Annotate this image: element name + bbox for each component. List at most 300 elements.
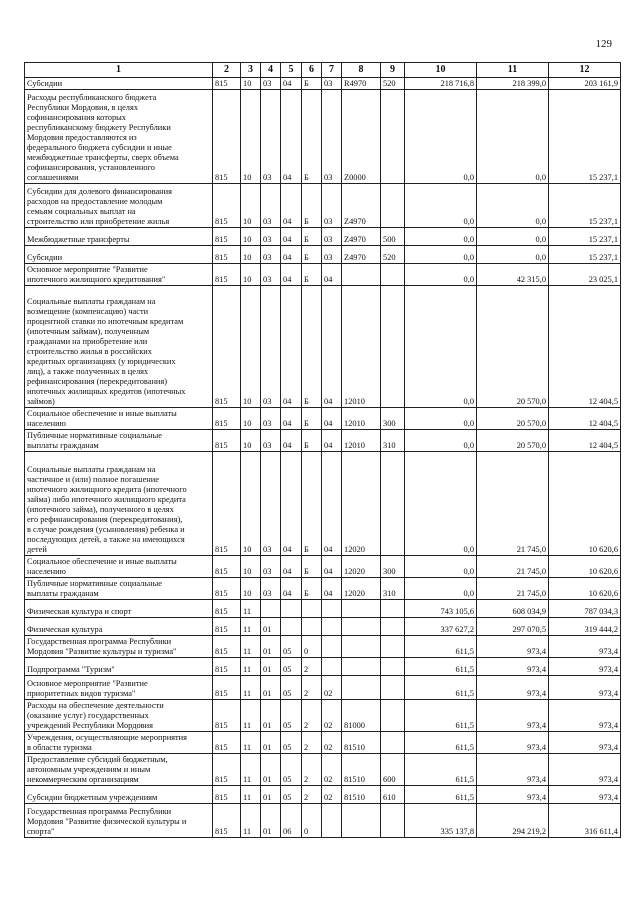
code-cell: 11	[241, 754, 261, 786]
code-cell: 04	[322, 408, 342, 430]
amount-cell: 973,4	[549, 658, 621, 676]
code-cell: 2	[302, 658, 322, 676]
amount-cell: 0,0	[405, 578, 477, 600]
amount-cell: 0,0	[405, 264, 477, 286]
code-cell	[281, 618, 302, 636]
code-cell: 2	[302, 700, 322, 732]
code-cell: 03	[261, 78, 281, 90]
code-cell: 03	[261, 556, 281, 578]
code-cell: Б	[302, 430, 322, 452]
table-row	[25, 452, 621, 556]
table-row	[25, 408, 621, 430]
row-label-cell: Публичные нормативные социальные выплаты гражданам	[25, 578, 213, 600]
code-cell: 05	[281, 700, 302, 732]
code-cell: 815	[213, 408, 241, 430]
code-cell: 03	[261, 228, 281, 246]
amount-cell: 973,4	[477, 786, 549, 804]
code-cell: Б	[302, 556, 322, 578]
table-row	[25, 600, 621, 618]
code-cell	[381, 636, 405, 658]
amount-cell: 973,4	[549, 676, 621, 700]
amount-cell: 337 627,2	[405, 618, 477, 636]
code-cell: 04	[322, 578, 342, 600]
code-cell: 03	[261, 408, 281, 430]
code-cell: 05	[281, 658, 302, 676]
code-cell: Б	[302, 408, 322, 430]
table-row	[25, 430, 621, 452]
code-cell: 815	[213, 786, 241, 804]
code-cell: 815	[213, 804, 241, 838]
code-cell: 11	[241, 600, 261, 618]
code-cell	[342, 676, 381, 700]
code-cell: 81510	[342, 786, 381, 804]
code-cell	[342, 636, 381, 658]
row-label-cell: Социальное обеспечение и иные выплаты населению	[25, 556, 213, 578]
code-cell: 10	[241, 184, 261, 228]
code-cell: 03	[261, 184, 281, 228]
code-cell: 815	[213, 578, 241, 600]
column-header: 3	[241, 63, 261, 78]
code-cell	[342, 264, 381, 286]
amount-cell: 0,0	[477, 184, 549, 228]
code-cell: 12020	[342, 452, 381, 556]
row-label-cell: Социальные выплаты гражданам на возмещение (компенсацию) части процентной ставки по ипотечным кредитам (ипотечным займам), полученным гражданами на приобретение или строительство жилья в российских кредитных организациях (у юридических лиц), а также полученных в целях рефинансирования (перекредитования) ипотечных жилищных кредитов (ипотечных займов)	[25, 286, 213, 408]
row-label-cell: Предоставление субсидий бюджетным, автономным учреждениям и иным некоммерческим организациям	[25, 754, 213, 786]
amount-cell: 0,0	[477, 228, 549, 246]
amount-cell: 973,4	[549, 700, 621, 732]
code-cell: 01	[261, 618, 281, 636]
amount-cell: 21 745,0	[477, 578, 549, 600]
column-header: 8	[342, 63, 381, 78]
amount-cell: 20 570,0	[477, 286, 549, 408]
code-cell: 12010	[342, 286, 381, 408]
amount-cell: 15 237,1	[549, 90, 621, 184]
code-cell: 520	[381, 78, 405, 90]
code-cell: 03	[261, 90, 281, 184]
column-header: 10	[405, 63, 477, 78]
amount-cell: 611,5	[405, 658, 477, 676]
code-cell: Z4970	[342, 246, 381, 264]
amount-cell: 973,4	[549, 732, 621, 754]
code-cell	[322, 658, 342, 676]
amount-cell: 608 034,9	[477, 600, 549, 618]
code-cell	[302, 618, 322, 636]
column-header: 1	[25, 63, 213, 78]
code-cell: 05	[281, 636, 302, 658]
code-cell: 04	[322, 264, 342, 286]
code-cell: Z4970	[342, 228, 381, 246]
code-cell: 04	[322, 452, 342, 556]
code-cell: 04	[281, 184, 302, 228]
code-cell: 03	[322, 246, 342, 264]
code-cell: 01	[261, 732, 281, 754]
code-cell: 10	[241, 408, 261, 430]
table-row	[25, 804, 621, 838]
amount-cell: 973,4	[477, 700, 549, 732]
code-cell: 03	[322, 184, 342, 228]
code-cell: 01	[261, 658, 281, 676]
row-label-cell: Социальное обеспечение и иные выплаты населению	[25, 408, 213, 430]
code-cell: 300	[381, 556, 405, 578]
code-cell: 04	[281, 78, 302, 90]
code-cell	[322, 804, 342, 838]
code-cell: 05	[281, 732, 302, 754]
code-cell: 02	[322, 700, 342, 732]
table-row	[25, 78, 621, 90]
table-row	[25, 286, 621, 408]
amount-cell: 611,5	[405, 732, 477, 754]
amount-cell: 0,0	[405, 556, 477, 578]
code-cell: 10	[241, 556, 261, 578]
code-cell: Б	[302, 264, 322, 286]
amount-cell: 10 620,6	[549, 578, 621, 600]
amount-cell: 297 070,5	[477, 618, 549, 636]
table-row	[25, 578, 621, 600]
code-cell: 815	[213, 228, 241, 246]
amount-cell: 21 745,0	[477, 556, 549, 578]
code-cell	[322, 618, 342, 636]
code-cell: 05	[281, 754, 302, 786]
column-header: 6	[302, 63, 322, 78]
code-cell	[322, 636, 342, 658]
amount-cell: 0,0	[405, 184, 477, 228]
row-label-cell: Социальные выплаты гражданам на частичное и (или) полное погашение ипотечного жилищного кредита (ипотечного займа) либо ипотечного жилищного кредита (ипотечного займа), полученного в целях его рефинансирования (перекредитования), в случае рождения (усыновления) ребенка и последующих детей, а также на имеющихся детей	[25, 452, 213, 556]
code-cell: 05	[281, 676, 302, 700]
table-row	[25, 228, 621, 246]
amount-cell: 0,0	[405, 408, 477, 430]
amount-cell: 973,4	[549, 636, 621, 658]
row-label-cell: Государственная программа Республики Мордовия "Развитие физической культуры и спорта"	[25, 804, 213, 838]
code-cell: 03	[261, 452, 281, 556]
code-cell	[342, 658, 381, 676]
amount-cell: 611,5	[405, 636, 477, 658]
code-cell: Z0000	[342, 90, 381, 184]
amount-cell: 10 620,6	[549, 452, 621, 556]
code-cell	[381, 452, 405, 556]
code-cell	[261, 600, 281, 618]
code-cell: 02	[322, 754, 342, 786]
column-header: 2	[213, 63, 241, 78]
code-cell: 2	[302, 732, 322, 754]
amount-cell: 973,4	[549, 754, 621, 786]
code-cell: 815	[213, 600, 241, 618]
code-cell: 815	[213, 556, 241, 578]
row-label-cell: Учреждения, осуществляющие мероприятия в области туризма	[25, 732, 213, 754]
amount-cell: 0,0	[405, 246, 477, 264]
code-cell: 04	[281, 452, 302, 556]
code-cell: 04	[281, 246, 302, 264]
amount-cell: 611,5	[405, 676, 477, 700]
code-cell	[381, 90, 405, 184]
code-cell: 815	[213, 264, 241, 286]
row-label-cell: Расходы республиканского бюджета Республики Мордовия, в целях софинансирования которых республиканскому бюджету Республики Мордовия предоставляются из федерального бюджета субсидии и иные межбюджетные трансферты, сверх объема софинансирования, установленного соглашениями	[25, 90, 213, 184]
code-cell	[381, 600, 405, 618]
code-cell: 04	[281, 264, 302, 286]
code-cell: 11	[241, 786, 261, 804]
table-row	[25, 184, 621, 228]
code-cell: Б	[302, 452, 322, 556]
code-cell	[381, 804, 405, 838]
amount-cell: 23 025,1	[549, 264, 621, 286]
table-row	[25, 700, 621, 732]
row-label-cell: Расходы на обеспечение деятельности (оказание услуг) государственных учреждений Республики Мордовия	[25, 700, 213, 732]
row-label-cell: Субсидии бюджетным учреждениям	[25, 786, 213, 804]
code-cell: Б	[302, 184, 322, 228]
row-label-cell: Физическая культура и спорт	[25, 600, 213, 618]
amount-cell: 0,0	[405, 430, 477, 452]
code-cell	[342, 618, 381, 636]
column-header: 7	[322, 63, 342, 78]
code-cell: 0	[302, 636, 322, 658]
code-cell: Z4970	[342, 184, 381, 228]
code-cell: 04	[322, 556, 342, 578]
row-label-cell: Субсидии для долевого финансирования расходов на предоставление молодым семьям социальных выплат на строительство или приобретение жилья	[25, 184, 213, 228]
row-label-cell: Физическая культура	[25, 618, 213, 636]
code-cell: 2	[302, 786, 322, 804]
amount-cell: 319 444,2	[549, 618, 621, 636]
code-cell: 03	[322, 90, 342, 184]
code-cell	[381, 676, 405, 700]
amount-cell: 973,4	[477, 676, 549, 700]
code-cell: 610	[381, 786, 405, 804]
amount-cell: 743 105,6	[405, 600, 477, 618]
code-cell: 300	[381, 408, 405, 430]
amount-cell: 20 570,0	[477, 430, 549, 452]
amount-cell: 787 034,3	[549, 600, 621, 618]
code-cell: 05	[281, 786, 302, 804]
code-cell: 03	[322, 78, 342, 90]
amount-cell: 973,4	[477, 732, 549, 754]
code-cell: 04	[281, 430, 302, 452]
code-cell: 03	[322, 228, 342, 246]
amount-cell: 294 219,2	[477, 804, 549, 838]
code-cell: 500	[381, 228, 405, 246]
amount-cell: 0,0	[477, 90, 549, 184]
amount-cell: 15 237,1	[549, 228, 621, 246]
code-cell: 815	[213, 658, 241, 676]
code-cell: 12010	[342, 430, 381, 452]
amount-cell: 12 404,5	[549, 430, 621, 452]
column-header: 11	[477, 63, 549, 78]
table-row	[25, 732, 621, 754]
code-cell: Б	[302, 578, 322, 600]
amount-cell: 316 611,4	[549, 804, 621, 838]
code-cell: 815	[213, 78, 241, 90]
code-cell: 10	[241, 578, 261, 600]
amount-cell: 15 237,1	[549, 184, 621, 228]
amount-cell: 611,5	[405, 700, 477, 732]
table-row	[25, 556, 621, 578]
table-row	[25, 618, 621, 636]
code-cell: 10	[241, 90, 261, 184]
amount-cell: 203 161,9	[549, 78, 621, 90]
code-cell: 04	[281, 408, 302, 430]
code-cell: 12020	[342, 556, 381, 578]
code-cell: 11	[241, 658, 261, 676]
code-cell: Б	[302, 90, 322, 184]
amount-cell: 335 137,8	[405, 804, 477, 838]
code-cell: 10	[241, 246, 261, 264]
code-cell: 04	[281, 578, 302, 600]
code-cell: 815	[213, 90, 241, 184]
row-label-cell: Основное мероприятие "Развитие приоритетных видов туризма"	[25, 676, 213, 700]
code-cell: 81000	[342, 700, 381, 732]
amount-cell: 42 315,0	[477, 264, 549, 286]
page-number: 129	[595, 38, 612, 50]
code-cell: 310	[381, 578, 405, 600]
amount-cell: 973,4	[549, 786, 621, 804]
column-header: 5	[281, 63, 302, 78]
amount-cell: 12 404,5	[549, 408, 621, 430]
code-cell: 815	[213, 286, 241, 408]
code-cell: 04	[281, 228, 302, 246]
code-cell: Б	[302, 246, 322, 264]
code-cell: 02	[322, 676, 342, 700]
code-cell: 03	[261, 264, 281, 286]
code-cell: 10	[241, 452, 261, 556]
code-cell: 815	[213, 754, 241, 786]
code-cell: 04	[281, 556, 302, 578]
code-cell: 11	[241, 732, 261, 754]
code-cell: 01	[261, 700, 281, 732]
code-cell: 815	[213, 452, 241, 556]
code-cell	[381, 658, 405, 676]
code-cell: 12020	[342, 578, 381, 600]
code-cell: 81510	[342, 732, 381, 754]
row-label-cell: Субсидии	[25, 78, 213, 90]
code-cell: 815	[213, 184, 241, 228]
code-cell: 310	[381, 430, 405, 452]
code-cell: 11	[241, 676, 261, 700]
row-label-cell: Субсидии	[25, 246, 213, 264]
amount-cell: 10 620,6	[549, 556, 621, 578]
code-cell	[342, 804, 381, 838]
row-label-cell: Подпрограмма "Туризм"	[25, 658, 213, 676]
code-cell: 06	[281, 804, 302, 838]
code-cell: 10	[241, 228, 261, 246]
code-cell: 02	[322, 786, 342, 804]
code-cell	[381, 732, 405, 754]
amount-cell: 973,4	[477, 658, 549, 676]
code-cell	[381, 264, 405, 286]
code-cell: 04	[281, 286, 302, 408]
amount-cell: 20 570,0	[477, 408, 549, 430]
code-cell: Б	[302, 286, 322, 408]
amount-cell: 611,5	[405, 786, 477, 804]
code-cell	[322, 600, 342, 618]
amount-cell: 973,4	[477, 754, 549, 786]
code-cell: 03	[261, 430, 281, 452]
code-cell	[381, 184, 405, 228]
code-cell: 2	[302, 676, 322, 700]
amount-cell: 973,4	[477, 636, 549, 658]
code-cell: 01	[261, 804, 281, 838]
amount-cell: 21 745,0	[477, 452, 549, 556]
amount-cell: 218 716,8	[405, 78, 477, 90]
amount-cell: 611,5	[405, 754, 477, 786]
table-body	[25, 78, 621, 838]
code-cell: 11	[241, 636, 261, 658]
code-cell	[381, 618, 405, 636]
budget-table	[24, 62, 621, 838]
code-cell: 81510	[342, 754, 381, 786]
code-cell: 2	[302, 754, 322, 786]
code-cell: 815	[213, 676, 241, 700]
code-cell: 01	[261, 676, 281, 700]
code-cell: 02	[322, 732, 342, 754]
code-cell: 01	[261, 786, 281, 804]
code-cell: 11	[241, 700, 261, 732]
code-cell: 815	[213, 732, 241, 754]
code-cell: 10	[241, 430, 261, 452]
code-cell: 11	[241, 804, 261, 838]
code-cell: 01	[261, 754, 281, 786]
code-cell: 815	[213, 618, 241, 636]
amount-cell: 12 404,5	[549, 286, 621, 408]
table-row	[25, 264, 621, 286]
table-row	[25, 754, 621, 786]
amount-cell: 0,0	[405, 90, 477, 184]
code-cell: 01	[261, 636, 281, 658]
code-cell: 11	[241, 618, 261, 636]
code-cell: Б	[302, 78, 322, 90]
amount-cell: 218 399,0	[477, 78, 549, 90]
code-cell: 10	[241, 78, 261, 90]
code-cell: Б	[302, 228, 322, 246]
code-cell: 10	[241, 264, 261, 286]
code-cell	[281, 600, 302, 618]
row-label-cell: Межбюджетные трансферты	[25, 228, 213, 246]
row-label-cell: Основное мероприятие "Развитие ипотечного жилищного кредитования"	[25, 264, 213, 286]
code-cell: 10	[241, 286, 261, 408]
code-cell	[381, 700, 405, 732]
code-cell: 815	[213, 700, 241, 732]
amount-cell: 0,0	[477, 246, 549, 264]
code-cell: 03	[261, 246, 281, 264]
code-cell	[381, 286, 405, 408]
table-row	[25, 676, 621, 700]
table-row	[25, 786, 621, 804]
code-cell: 03	[261, 578, 281, 600]
code-cell: 04	[281, 90, 302, 184]
code-cell: 520	[381, 246, 405, 264]
amount-cell: 0,0	[405, 452, 477, 556]
code-cell: 04	[322, 430, 342, 452]
column-header: 4	[261, 63, 281, 78]
row-label-cell: Публичные нормативные социальные выплаты гражданам	[25, 430, 213, 452]
code-cell: 0	[302, 804, 322, 838]
code-cell	[302, 600, 322, 618]
code-cell: 600	[381, 754, 405, 786]
code-cell	[342, 600, 381, 618]
column-header: 9	[381, 63, 405, 78]
code-cell: 04	[322, 286, 342, 408]
table-row	[25, 90, 621, 184]
amount-cell: 0,0	[405, 286, 477, 408]
row-label-cell: Государственная программа Республики Мордовия "Развитие культуры и туризма"	[25, 636, 213, 658]
code-cell: 12010	[342, 408, 381, 430]
code-cell: 03	[261, 286, 281, 408]
table-header	[25, 63, 621, 78]
table-row	[25, 658, 621, 676]
amount-cell: 15 237,1	[549, 246, 621, 264]
code-cell: 815	[213, 636, 241, 658]
code-cell: 815	[213, 246, 241, 264]
amount-cell: 0,0	[405, 228, 477, 246]
table-row	[25, 246, 621, 264]
table-row	[25, 636, 621, 658]
code-cell: R4970	[342, 78, 381, 90]
